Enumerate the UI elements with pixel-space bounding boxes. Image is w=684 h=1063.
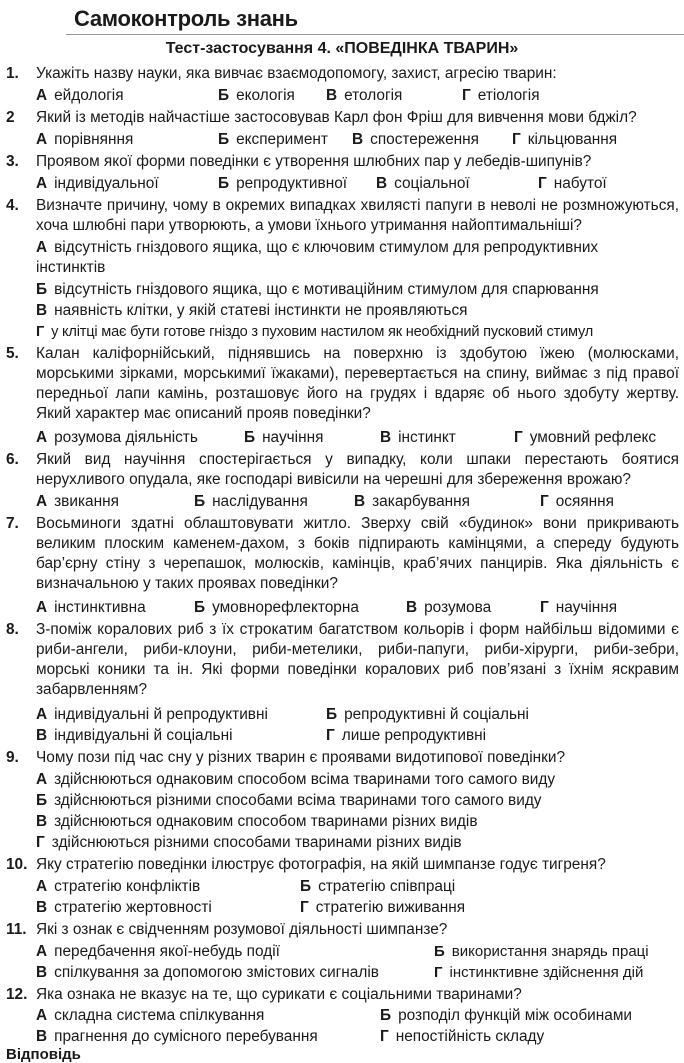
option-b: Б екологія [218,87,295,104]
option-a: А ейдологія [36,87,124,104]
answer-label: Відповідь [6,1046,81,1063]
option-b: Б репродуктивні й соціальні [326,706,529,723]
option-g: Г непостійність складу [380,1028,545,1045]
question-text: Визначте причину, чому в окремих випадках хвилясті папуги в неволі не розмножуються, хоча шлюбні пари утворюють, а умови їхнього утримання найоптимальніші? [36,197,679,234]
question-text: Яку стратегію поведінки ілюструє фотографія, на якій шимпанзе годує тигреня? [36,856,606,873]
question-number: 4. [6,197,19,214]
option-b: Б експеримент [218,131,328,148]
option-v: В етологія [326,87,403,104]
option-b: Б використання знарядь праці [434,943,649,960]
option-b: Б репродуктивної [218,175,348,192]
option-v: В спілкування за допомогою змістових сигналів [36,964,379,981]
option-v: В інстинкт [380,429,456,446]
question-number: 7. [6,515,19,532]
question-text: Які з ознак є свідченням розумової діяльності шимпанзе? [36,921,448,938]
question-number: 8. [6,621,19,638]
option-g: Г осяяння [540,493,614,510]
option-g: Г умовний рефлекс [514,429,657,446]
option-b: Б научіння [244,429,324,446]
option-g: Г інстинктивне здійснення дій [434,964,644,981]
question-text: Восьминоги здатні облаштовувати житло. Зверху свій «будинок» вони прикривають великим плоским каменем-дахом, з боків підпирають камінцями, а спереду будують бар’єрну стіну з черепашок, молюсків, камінців, краб’ячих панцирів. Яка діяльність є визначальною у таких проявах поведінки? [36,515,679,592]
option-a: А інстинктивна [36,599,146,616]
question-number: 1. [6,65,19,82]
option-b: Б стратегію співпраці [300,878,456,895]
option-g: Г научіння [540,599,618,616]
question-text: Який із методів найчастіше застосовував Карл фон Фріш для вивчення мови бджіл? [36,109,637,126]
option-v: В наявність клітки, у якій статеві інстинкти не проявляються [36,302,468,319]
option-a: А стратегію конфліктів [36,878,201,895]
option-v: В закарбування [354,493,470,510]
option-a: А відсутність гніздового ящика, що є ключовим стимулом для репродуктивних інстинктів [36,239,599,276]
option-g: Г у клітці має бути готове гніздо з пуховим настилом як необхідний пусковий стимул [36,324,594,340]
option-b: Б умовнорефлекторна [194,599,359,616]
option-a: А звикання [36,493,119,510]
option-b: Б здійснюються різними способами всіма тваринами того самого виду [36,792,542,809]
question-text: Який вид научіння спостерігається у випадку, коли шпаки перестають боятися нерухливого опудала, яке господарі вивісили на черешні для збереження врожаю? [36,451,679,488]
option-a: А здійснюються однаковим способом всіма тваринами того самого виду [36,771,556,788]
question-text: Укажіть назву науки, яка вивчає взаємодопомогу, захист, агресію тварин: [36,65,557,82]
question-number: 9. [6,749,19,766]
option-g: Г кільцювання [512,131,618,148]
question-number: 3. [6,153,19,170]
option-g: Г здійснюються різними способами тваринами різних видів [36,834,462,851]
question-number: 6. [6,451,19,468]
page-title: Самоконтроль знань [74,6,298,31]
option-g: Г етіологія [462,87,540,104]
option-v: В соціальної [376,175,470,192]
question-number: 10. [6,856,28,873]
question-text: Проявом якої форми поведінки є утворення шлюбних пар у лебедів-шипунів? [36,153,592,170]
option-a: А індивідуальні й репродуктивні [36,706,268,723]
option-v: В стратегію жертовності [36,899,212,916]
option-v: В прагнення до сумісного перебування [36,1028,318,1045]
option-g: Г набутої [538,175,607,192]
question-text: З-поміж коралових риб з їх строкатим багатством кольорів і форм найбільш відомими є риби-ангели, риби-клоуни, риби-метелики, риби-папуги, риби-хірурги, риби-зебри, морські коники та ін. Які форми поведінки коралових риб пов’язані з їхнім яскравим забарвленням? [36,621,679,698]
option-v: В індивідуальні й соціальні [36,727,233,744]
question-number: 5. [6,345,19,362]
option-a: А передбачення якої-небудь події [36,943,280,960]
option-a: А складна система спілкування [36,1007,265,1024]
option-a: А індивідуальної [36,175,159,192]
question-text: Чому пози під час сну у різних тварин є проявами видотипової поведінки? [36,749,566,766]
option-b: Б відсутність гніздового ящика, що є мотиваційним стимулом для спарювання [36,281,599,298]
option-g: Г лише репродуктивні [326,727,487,744]
test-title: Тест-застосування 4. «ПОВЕДІНКА ТВАРИН» [165,40,519,57]
question-number: 12. [6,986,28,1003]
option-a: А розумова діяльність [36,429,198,446]
option-a: А порівняння [36,131,134,148]
option-g: Г стратегію виживання [300,899,466,916]
option-b: Б розподіл функцій між особинами [380,1007,633,1024]
question-text: Яка ознака не вказує на те, що сурикати є соціальними тваринами? [36,986,522,1003]
option-v: В спостереження [352,131,479,148]
option-b: Б наслідування [194,493,308,510]
option-v: В розумова [406,599,492,616]
question-text: Калан каліфорнійський, піднявшись на поверхню із здобутою їжею (молюсками, морськими зірками, морськимиї їжаками), перевертається на спину, виймає з під правої передньої лапи камінь, розташовує його на грудях і вдаряє об нього здобуту жертву. Який характер має описаний прояв поведінки? [36,345,679,422]
question-number: 11. [6,921,27,938]
option-v: В здійснюються однаковим способом тваринами різних видів [36,813,478,830]
question-number: 2 [6,109,15,126]
